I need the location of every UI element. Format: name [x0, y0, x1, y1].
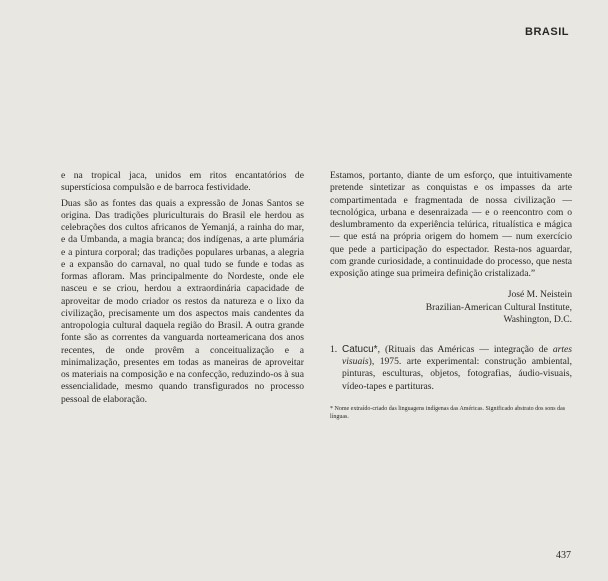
catalog-item-title: Catucu* [342, 343, 378, 355]
left-column [61, 170, 304, 406]
author-institution: Brazilian-American Cultural Institute, [425, 301, 572, 313]
author-signature [330, 289, 572, 327]
catalog-item [330, 344, 572, 393]
author-name: José M. Neistein [507, 289, 572, 301]
right-column [330, 170, 572, 421]
catalog-item-subtitle-close: ), 1975. arte experimental: construção ambiental, pinturas, esculturas, objetos, fotografias, áudio-visuais, vídeo-tapes e partituras. [342, 356, 572, 392]
paragraph-conclusion: Estamos, portanto, diante de um esforço, que intuitivamente pretende sintetizar as conquistas e os impasses da arte compartimentada e fragmentada de nossa civilização — tecnológica, urbana e desenraizada — e o reencontro com o deslumbramento da experiência telúrica, ritualística e mágica — que está na própria origem do homem — num exercício que pede a participação do espectador. Resta-nos aguardar, com grande curiosidade, a continuidade do processo, que nesta exposição atinge sua primeira definição cristalizada.” [330, 170, 572, 279]
paragraph-intro: e na tropical jaca, unidos em ritos encantatórios de superstíciosa compulsão e de barroca festividade. [61, 170, 304, 194]
catalog-item-subtitle-open: , (Rituais das Américas — integração de [377, 343, 553, 355]
author-city: Washington, D.C. [503, 314, 572, 326]
section-header: BRASIL [525, 26, 569, 38]
catalog-item-number: 1. [330, 343, 338, 355]
catalog-item-subtitle-italic: artes visuais [342, 343, 572, 367]
catalog-item-text [342, 344, 572, 393]
page-number: 437 [556, 550, 571, 561]
paragraph-sources: Duas são as fontes das quais a expressão de Jonas Santos se origina. Das tradições pluriculturais do Brasil ele herdou as celebrações dos cultos africanos de Yemanjá, a rainha do mar, e da Umbanda, a magia branca; dos indígenas, a arte plumária e a pintura corporal; das tradições populares urbanas, a alegria e a expansão do carnaval, no qual tudo se funde e todas as formas afloram. Mas principalmente do Nordeste, onde ele nasceu e se criou, herdou a extraordinária capacidade de aproveitar de modo criador os restos da natureza e o lixo da civilização, precisamente um dos aspectos mais candentes da antropologia cultural daquela região do Brasil. A outra grande fonte são as correntes da vanguarda norteamericana dos anos recentes, de onde provêm a conceitualização e a minimalização, presentes em todas as maneiras de aproveitar os materiais na composição e na confecção, reduzindo-os à sua essencialidade, mesmo quando transfigurados no processo pessoal de elaboração. [61, 197, 304, 405]
footnote: * Nome extraído-criado das linguagens indígenas das Américas. Significado abstrato dos sons das línguas. [330, 405, 566, 420]
